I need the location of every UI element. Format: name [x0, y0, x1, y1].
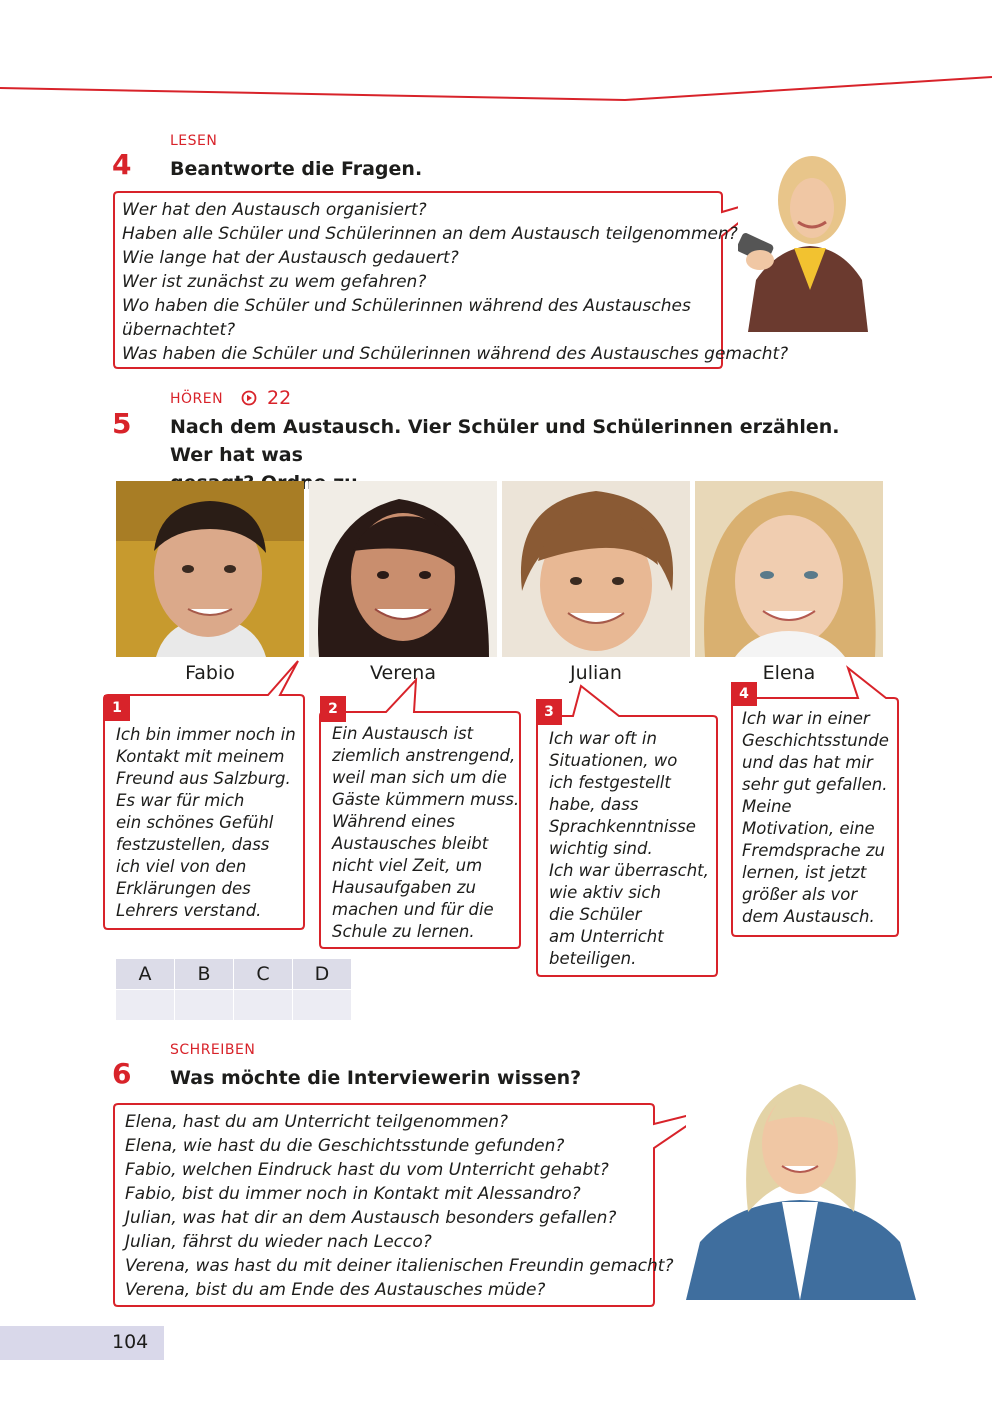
quote-line: Es war für mich: [116, 791, 245, 810]
quote-line: Ich war überrascht,: [549, 861, 709, 880]
quote-line: sehr gut gefallen.: [742, 775, 888, 794]
quote-line: Schule zu lernen.: [332, 922, 475, 941]
quote-line: wie aktiv sich: [549, 883, 661, 902]
quote-line: größer als vor: [742, 885, 858, 904]
quote-line: die Schüler: [549, 905, 642, 924]
section5-number: 5: [112, 407, 132, 440]
quote-line: ein schönes Gefühl: [116, 813, 274, 832]
audio-track-number: 22: [267, 387, 292, 409]
quote-line: Hausaufgaben zu: [332, 878, 476, 897]
name-verena: Verena: [370, 662, 436, 684]
quote-line: weil man sich um die: [332, 768, 507, 787]
quote-number-2: 2: [320, 696, 346, 722]
quote-line: nicht viel Zeit, um: [332, 856, 483, 875]
section6-questions: [125, 1110, 674, 1302]
interviewer-photo-2: [686, 1062, 916, 1300]
quote-line: Kontakt mit meinem: [116, 747, 285, 766]
page-number: 104: [112, 1331, 149, 1353]
question-line: Verena, was hast du mit deiner italienischen Freundin gemacht?: [125, 1256, 674, 1276]
quote-line: Situationen, wo: [549, 751, 678, 770]
question-line: Haben alle Schüler und Schülerinnen an dem Austausch teilgenommen?: [122, 224, 738, 244]
photo-fabio: [116, 481, 304, 657]
photo-verena: [309, 481, 497, 657]
quote-number-4: 4: [731, 682, 757, 706]
interviewer-photo: [738, 130, 868, 332]
quote-line: Geschichtsstunde: [742, 731, 889, 750]
section4-number: 4: [112, 148, 132, 181]
section5-heading-line: Nach dem Austausch. Vier Schüler und Schülerinnen erzählen. Wer hat was: [170, 416, 840, 466]
quote-number-3: 3: [536, 699, 562, 725]
question-line: Wo haben die Schüler und Schülerinnen während des Austausches: [122, 296, 691, 316]
quote-line: Ich bin immer noch in: [116, 725, 296, 744]
quote-line: beteiligen.: [549, 949, 637, 968]
answer-cell-c[interactable]: [234, 990, 293, 1021]
quote-line: Meine: [742, 797, 792, 816]
quote-text-1: [116, 724, 296, 922]
answer-grid: [115, 958, 352, 1021]
section4-label: LESEN: [170, 133, 218, 149]
question-line: Elena, hast du am Unterricht teilgenommen?: [125, 1112, 508, 1132]
answer-column-c: C: [234, 959, 293, 990]
question-line: Wie lange hat der Austausch gedauert?: [122, 248, 459, 268]
section4-heading: Beantworte die Fragen.: [170, 158, 423, 180]
quote-text-3: [549, 728, 709, 970]
answer-column-a: A: [116, 959, 175, 990]
quote-line: wichtig sind.: [549, 839, 653, 858]
quote-line: Erklärungen des: [116, 879, 251, 898]
quote-line: Ich war oft in: [549, 729, 657, 748]
quote-line: ich festgestellt: [549, 773, 671, 792]
quote-line: habe, dass: [549, 795, 639, 814]
quote-line: Ich war in einer: [742, 709, 870, 728]
section6-heading: Was möchte die Interviewerin wissen?: [170, 1067, 582, 1089]
question-line: Julian, was hat dir an dem Austausch besonders gefallen?: [125, 1208, 617, 1228]
question-line: Wer hat den Austausch organisiert?: [122, 200, 427, 220]
quote-number-1: 1: [104, 695, 130, 721]
quote-line: Motivation, eine: [742, 819, 875, 838]
answer-column-d: D: [293, 959, 352, 990]
name-elena: Elena: [762, 662, 816, 684]
photo-elena: [695, 481, 883, 657]
quote-line: ziemlich anstrengend,: [332, 746, 516, 765]
quote-text-2: [332, 723, 519, 943]
question-line: Elena, wie hast du die Geschichtsstunde gefunden?: [125, 1136, 565, 1156]
section4-questions: [122, 198, 789, 366]
answer-cell-b[interactable]: [175, 990, 234, 1021]
quote-line: Während eines: [332, 812, 456, 831]
quote-line: Gäste kümmern muss.: [332, 790, 520, 809]
answer-cell-d[interactable]: [293, 990, 352, 1021]
question-line: Julian, fährst du wieder nach Lecco?: [125, 1232, 432, 1252]
quote-line: festzustellen, dass: [116, 835, 270, 854]
answer-cell-a[interactable]: [116, 990, 175, 1021]
quote-line: Ein Austausch ist: [332, 724, 474, 743]
quote-line: und das hat mir: [742, 753, 873, 772]
quote-line: lernen, ist jetzt: [742, 863, 867, 882]
section5-label: HÖREN: [170, 391, 224, 407]
question-line: Was haben die Schüler und Schülerinnen während des Austausches gemacht?: [122, 344, 789, 364]
question-line: übernachtet?: [122, 320, 236, 340]
question-line: Fabio, welchen Eindruck hast du vom Unterricht gehabt?: [125, 1160, 609, 1180]
section6-label: SCHREIBEN: [170, 1042, 256, 1058]
quote-line: Lehrers verstand.: [116, 901, 262, 920]
quote-line: Freund aus Salzburg.: [116, 769, 291, 788]
question-line: Verena, bist du am Ende des Austausches müde?: [125, 1280, 546, 1300]
name-fabio: Fabio: [185, 662, 235, 684]
quote-text-4: [742, 708, 889, 928]
top-divider-line: [0, 0, 992, 110]
quote-line: Sprachkenntnisse: [549, 817, 696, 836]
photo-julian: [502, 481, 690, 657]
quote-line: Austausches bleibt: [332, 834, 489, 853]
name-julian: Julian: [570, 662, 622, 684]
quote-line: ich viel von den: [116, 857, 247, 876]
section6-number: 6: [112, 1057, 132, 1090]
question-line: Fabio, bist du immer noch in Kontakt mit Alessandro?: [125, 1184, 581, 1204]
quote-line: Fremdsprache zu: [742, 841, 885, 860]
quote-line: machen und für die: [332, 900, 494, 919]
audio-play-icon[interactable]: [241, 390, 257, 406]
answer-column-b: B: [175, 959, 234, 990]
quote-line: dem Austausch.: [742, 907, 875, 926]
question-line: Wer ist zunächst zu wem gefahren?: [122, 272, 427, 292]
quote-line: am Unterricht: [549, 927, 664, 946]
